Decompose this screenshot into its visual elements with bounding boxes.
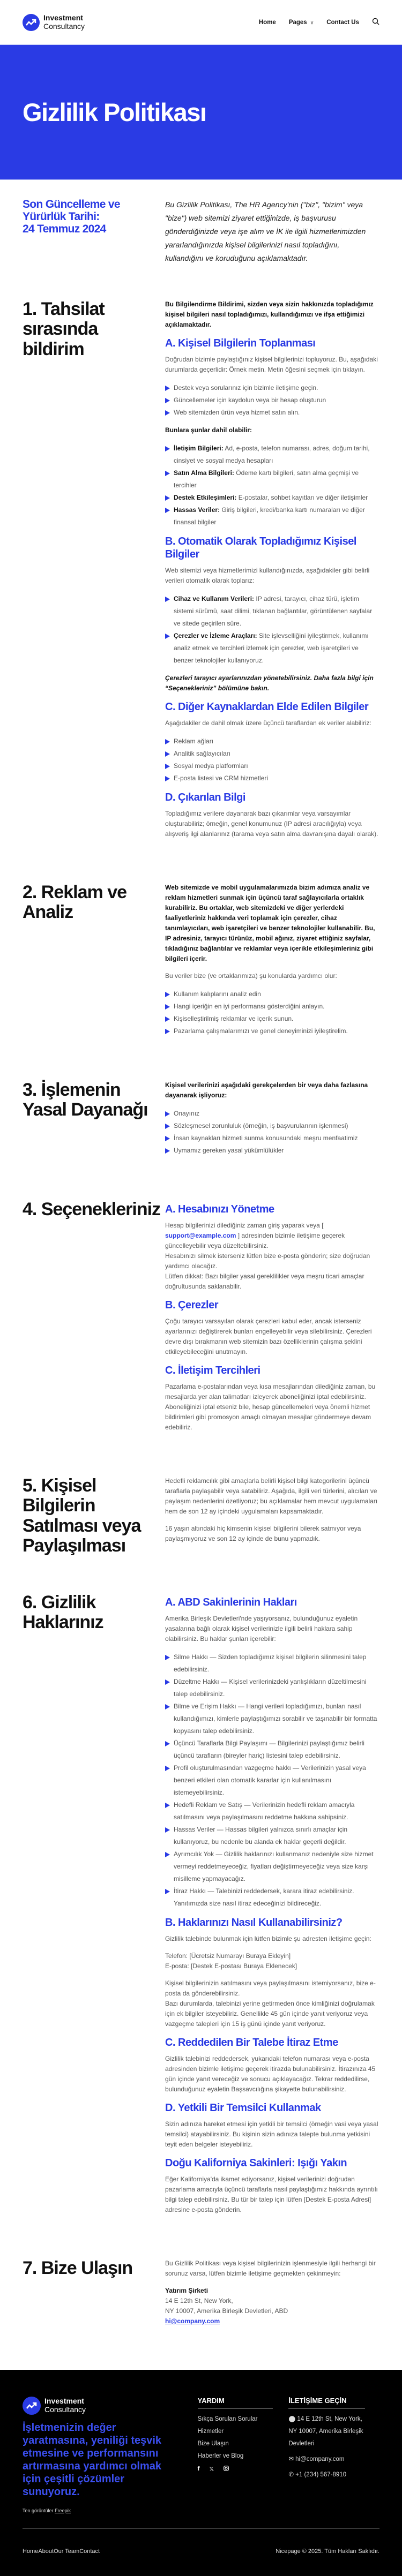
text: Hedefli reklamcılık gibi amaçlarla belirli kişisel bilgi kategorilerini üçüncü taraflarla paylaşabilir veya satabiliriz. Aşağıda, ilgili veri türlerini, alıcıları ve paylaşım nedenlerini özetliyoruz; bu açıklamalar hem mevcut uygulamaları hem de son 12 ay içindeki uygulamaları kapsamaktadır. [165,1477,378,1515]
policy-section [0,2258,402,2370]
mail-icon: ✉ [288,2456,296,2462]
freepik-link[interactable]: Freepik [55,2507,71,2513]
section-heading: 2. Reklam ve Analiz [23,882,127,923]
list-item [165,593,379,630]
paragraph [165,673,379,694]
item-text: IP adresi, tarayıcı, cihaz türü, işletim sistemi sürümü, saat dilimi, tıklanan bağlantılar, görüntülenen sayfalar ve sitede geçirilen süre. [174,595,373,627]
logo[interactable] [23,14,85,31]
section-content [165,883,379,1044]
subsection-heading: B. Haklarınızı Nasıl Kullanabilirsiniz? [165,1916,343,1929]
list-item [165,1737,379,1762]
text: 16 yaşın altındaki hiç kimsenin kişisel bilgilerini bilerek satmıyor veya paylaşmıyoruz ve son 12 ay içinde de bunu yapmadık. [165,1525,361,1542]
paragraph [165,883,379,964]
section-content [165,1593,379,2222]
item-text: Kişiselleştirilmiş reklamlar ve içerik sunun. [174,1015,294,1022]
search-icon[interactable] [372,18,379,27]
text: Hesabınızı silmek isterseniz lütfen bize e-posta gönderin; size doğrudan yardımcı olacağız. [165,1252,370,1270]
bottom-link-home[interactable]: Home [23,2548,39,2555]
bottom-link-team[interactable]: Our Team [54,2548,80,2555]
text: E-posta: [Destek E-postası Buraya Eklenecek] [165,1962,297,1970]
item-text: Uymamız gereken yasal yükümlülükler [174,1147,284,1154]
list-item [165,492,379,504]
list-item [165,1799,379,1824]
section-content [165,1476,379,1556]
list-item [165,1762,379,1799]
section-heading: 3. İşlemenin Yasal Dayanağı [23,1080,148,1120]
item-text: Sosyal medya platformları [174,762,248,770]
item-label: Cihaz ve Kullanım Verileri: [174,595,255,602]
item-text: Analitik sağlayıcıları [174,750,231,757]
list-item [165,1132,379,1144]
text: Kişisel bilgilerinizin satılmasını veya paylaşılmasını istemiyorsanız, bize e-posta da gönderebilirsiniz. [165,1979,376,1997]
footer-bottom-nav [23,2548,100,2555]
subsection-heading: C. Reddedilen Bir Talebe İtiraz Etme [165,2036,338,2048]
policy-section [0,299,402,883]
subsection-heading: A. Kişisel Bilgilerin Toplanması [165,337,316,349]
email-link[interactable]: support@example.com [165,1232,236,1239]
item-label: Satın Alma Bilgileri: [174,469,234,477]
subsection-heading: Doğu Kaliforniya Sakinleri: Işığı Yakın [165,2157,347,2169]
item-text: Hedefli Reklam ve Satış — Verilerinizin hedefli reklam amacıyla satılmasını veya paylaşılmasını reddetme hakkına sahipsiniz. [174,1801,355,1821]
item-text: Güncellemeler için kaydolun veya bir hesap oluşturun [174,396,326,404]
brand-name: Investment [43,13,83,22]
text: Eğer Kaliforniya'da ikamet ediyorsanız, kişisel verilerinizi doğrudan pazarlama amacıyla üçüncü taraflarla nasıl paylaştığımız hakkında ayrıntılı bilgi talep edebilirsiniz. Bu tür bir talep için lütfen [Destek E-posta Adresi] adresine e-posta gönderin. [165,2175,378,2213]
paragraph [165,299,379,330]
text: Sizin adınıza hareket etmesi için yetkili bir temsilci (örneğin vasi veya yasal temsilci) atayabilirsiniz. Bu kişinin sizin adınıza talepte bulunma yetkisini teyit eden belgeler isteyebiliriz. [165,2120,378,2148]
list-item [165,1108,379,1120]
item-text: Web sitemizden ürün veya hizmet satın alın. [174,409,300,416]
section-heading: 4. Seçenekleriniz [23,1199,161,1219]
bullet-list [165,988,379,1037]
list-item [165,1013,379,1025]
item-text: Ayrımcılık Yok — Gizlilik haklarınızı kullanmanız nedeniyle size hizmet vermeyi reddetmeyeceğiz, fiyatları değiştirmeyeceğiz veya size karşı misilleme yapmayacağız. [174,1850,374,1882]
item-text: Ödeme kartı bilgileri, satın alma geçmişi ve tercihler [174,469,359,489]
list-item [165,1700,379,1737]
item-label: Destek Etkileşimleri: [174,494,237,501]
bullet-list [165,1651,379,1910]
bullet-list [165,442,379,529]
text: Bazı durumlarda, talebinizi yerine getirmeden önce kimliğinizi doğrulamak için ek bilgiler isteyebiliriz. Genellikle 45 gün içinde yanıt veriyoruz veya vazgeçme talepleri için 15 iş günü içinde yanıt veriyoruz. [165,1999,375,2028]
item-text: E-postalar, sohbet kayıtları ve diğer iletişimler [236,494,368,501]
list-item [165,394,379,406]
list-item [165,760,379,772]
footer-link-services[interactable]: Hizmetler [197,2428,224,2435]
text: Gizlilik talebinde bulunmak için lütfen bizimle şu adresten iletişime geçin: [165,1934,371,1942]
main-nav [259,18,379,27]
subsection-heading: B. Otomatik Olarak Topladığımız Kişisel Bilgiler [165,536,356,560]
item-text: Düzeltme Hakkı — Kişisel verilerinizdeki yanlışlıkların düzeltilmesini talep edebilirsiniz. [174,1677,367,1698]
paragraph [165,2054,379,2095]
policy-section [0,1476,402,1593]
section-heading: 1. Tahsilat sırasında bildirim [23,299,105,359]
text: NY 10007, Amerika Birleşik Devletleri, ABD [165,2307,288,2315]
text: Web sitemizde ve mobil uygulamalarımızda bizim adımıza analiz ve reklam hizmetleri sunmak için üçüncü taraf sağlayıcılarla ortaklık kurabiliriz. Bu ortaklar, web sitemizdeki ve diğer yerlerdeki faaliyetleriniz hakkında veri toplamak için çerezler, cihaz tanımlayıcıları, web işaretçileri ve benzer teknolojiler kullanabilir. Bu, IP adresiniz, tarayıcı türünüz, mobil ağınız, ziyaret ettiğiniz sayfalar, tıkladığınız bağlantılar ve reklamlar veya içerikle etkileşimleriniz gibi bilgileri içerir. [165,884,375,962]
paragraph [165,2258,379,2279]
paragraph [165,1614,379,1644]
footer-phone[interactable]: +1 (234) 567-8910 [295,2471,347,2478]
item-text: Hangi içeriğin en iyi performansı gösterdiğini anlayın. [174,1003,325,1010]
list-item [165,1025,379,1037]
text: Bu Bilgilendirme Bildirimi, sizden veya sizin hakkınızda topladığımız kişisel bilgileri nasıl topladığımızı, kullandığımızı ve ifşa ettiğimizi açıklamaktadır. [165,300,374,328]
section-content [165,299,379,846]
section-heading: 7. Bize Ulaşın [23,2257,133,2278]
nav-home[interactable]: Home [258,19,276,26]
nav-pages[interactable] [289,19,314,26]
bullet-list [165,735,379,785]
contact-column [288,2397,379,2498]
item-text: Pazarlama çalışmalarımızı ve genel deneyiminizi iyileştirelim. [174,1027,348,1035]
list-item [165,1676,379,1700]
policy-section [0,1593,402,2258]
list-item [165,1848,379,1885]
subsection-heading: B. Çerezler [165,1299,218,1311]
page-title: Gizlilik Politikası [23,98,206,126]
paragraph [165,1382,379,1433]
paragraph [165,1934,379,1944]
item-text: Sözleşmesel zorunluluk (örneğin, iş başvurularının işlenmesi) [174,1122,348,1129]
bullet-list [165,593,379,667]
paragraph [165,1951,379,1971]
company-name: Yatırım Şirketi [165,2286,209,2294]
text: Aşağıdakiler de dahil olmak üzere üçüncü taraflardan ek veriler alabiliriz: [165,719,371,727]
list-item [165,1824,379,1848]
item-text: Site işlevselliğini iyileştirmek, kullanımı analiz etmek ve tercihleri izlemek için çerezler, web işaretçileri ve benzer teknolojiler kullanıyoruz. [174,632,369,664]
date-value: 24 Temmuz 2024 [23,223,106,235]
email-link[interactable]: hi@company.com [165,2317,220,2325]
subsection-heading: C. Diğer Kaynaklardan Elde Edilen Bilgiler [165,701,369,713]
paragraph [165,718,379,728]
item-label: Çerezler ve İzleme Araçları: [174,632,257,639]
list-item [165,382,379,394]
footer-address: 14 E 12th St, New York, NY 10007, Amerika Birleşik Devletleri [288,2415,363,2447]
list-item [165,1120,379,1132]
list-item [165,504,379,529]
phone-icon: ✆ [288,2471,296,2478]
item-text: Hassas Veriler — Hassas bilgileri yalnızca sınırlı amaçlar için kullanıyoruz, bu nedenle bu alanda ek haklar geçerli değildir. [174,1825,348,1846]
subsection-heading: D. Çıkarılan Bilgi [165,792,245,803]
list-item [165,1885,379,1910]
item-text: Kullanım kalıplarını analiz edin [174,990,261,998]
list-item [165,467,379,492]
text: Bunlara şunlar dahil olabilir: [165,426,252,434]
paragraph [165,1316,379,1357]
facebook-icon[interactable]: f [197,2465,200,2472]
text: Topladığımız verilere dayanarak bazı çıkarımlar veya varsayımlar oluşturabiliriz; örneğin, genel konumunuz (IP adresi aracılığıyla) veya alışveriş ilgi alanlarınız (tarama veya satın alma davranışına dayalı olarak). [165,810,378,838]
item-label: Hassas Veriler: [174,506,220,514]
subsection-heading: A. Hesabınızı Yönetme [165,1203,274,1215]
location-pin-icon: ⬤ [288,2415,297,2422]
paragraph [165,355,379,375]
footer-link-faq[interactable]: Sıkça Sorulan Sorular [197,2415,258,2422]
text: Pazarlama e-postalarından veya kısa mesajlarından dilediğiniz zaman, bu mesajlarda yer alan talimatları izleyerek aboneliğinizi iptal edebilirsiniz. Aboneliğinizi iptal etseniz bile, hesap güncellemeleri veya önemli hizmet bildirimleri gibi promosyon amaçlı olmayan mesajlar göndermeye devam edebiliriz. [165,1383,376,1431]
text: Bu Gizlilik Politikası veya kişisel bilgilerinizin işlenmesiyle ilgili herhangi bir sorunuz varsa, lütfen bizimle iletişime geçmekten çekinmeyin: [165,2259,376,2277]
text: Telefon: [Ücretsiz Numarayı Buraya Ekleyin] [165,1952,291,1960]
paragraph [165,1080,379,1101]
bullet-list [165,382,379,419]
text: 14 E 12th St, New York, [165,2296,233,2304]
help-column [198,2397,289,2498]
list-item [165,1651,379,1676]
text: Bu veriler bize (ve ortaklarımıza) şu konularda yardımcı olur: [165,972,337,980]
item-text: Ad, e-posta, telefon numarası, adres, doğum tarihi, cinsiyet ve sosyal medya hesapları [174,445,370,464]
paragraph [165,1524,379,1544]
contact-title: İLETİŞİME GEÇİN [288,2397,365,2409]
nav-pages-label: Pages [288,19,307,26]
subsection-heading: C. İletişim Tercihleri [165,1365,260,1376]
text: Gizlilik talebinizi reddedersek, yukarıdaki telefon numarası veya e-posta adresinden bizimle iletişime geçerek itirazda bulunabilirsiniz. İtirazınıza 45 gün içinde yanıt vereceğiz ve sonucu açıklayacağız. Tekrar reddedilirse, bulunduğunuz eyaletin Başsavcılığına şikayette bulunabilirsiniz. [165,2054,376,2093]
list-item [165,772,379,785]
item-text: Üçüncü Taraflarla Bilgi Paylaşımı — Bilgilerinizi paylaştığımız belirli üçüncü tarafların (bireyler hariç) listesini talep edebilirsiniz. [174,1739,364,1759]
footer-link-blog[interactable]: Haberler ve Blog [197,2452,244,2459]
intro [0,180,402,299]
policy-section [0,1200,402,1476]
bottom-link-about[interactable]: About [38,2548,54,2555]
paragraph [165,1978,379,2029]
list-item [165,630,379,667]
policy-section [0,1080,402,1200]
trend-up-icon [23,14,40,31]
text: Doğrudan bizimle paylaştığınız kişisel bilgilerinizi topluyoruz. Bu, aşağıdaki durumlarda geçerlidir: Örnek metin. Metin öğesini seçmek için tıklayın. [165,356,378,373]
paragraph [165,2119,379,2150]
paragraph [165,566,379,586]
item-text: İtiraz Hakkı — Talebinizi reddedersek, karara itiraz edebilirsiniz. Yanıtımızda size nasıl itiraz edeceğinizi bildireceğiz. [174,1887,354,1907]
item-text: Bilme ve Erişim Hakkı — Hangi verileri topladığımızı, bunları nasıl kullandığımızı, kimlerle paylaştığımızı sorabilir ve taşınabilir bir formatta kopyasını talep edebilirsiniz. [174,1702,377,1735]
text: Çerezleri tarayıcı ayarlarınızdan yönetebilirsiniz. Daha fazla bilgi için “Seçenekleriniz” bölümüne bakın. [165,674,374,692]
list-item [165,406,379,419]
paragraph [165,425,379,435]
credit-text: Ten görüntüler [23,2507,54,2513]
item-text: Destek veya sorularınız için bizimle iletişime geçin. [174,384,318,391]
text: Kişisel verilerinizi aşağıdaki gerekçelerden bir veya daha fazlasına dayanarak işliyoruz: [165,1081,368,1099]
brand-name: Investment [44,2397,84,2406]
footer-logo[interactable] [23,2397,198,2415]
section-content [165,1080,379,1163]
date-label: Son Güncelleme ve Yürürlük Tarihi: [23,198,120,223]
text: Web sitemizi veya hizmetlerimizi kullandığınızda, aşağıdakiler gibi belirli verileri otomatik olarak toplarız: [165,567,370,584]
text: Amerika Birleşik Devletleri'nde yaşıyorsanız, bulunduğunuz eyaletin yasalarına bağlı olarak kişisel verilerinizle ilgili belirli haklara sahip olabilirsiniz. Bu haklar şunları içerebilir: [165,1614,358,1643]
text: ] adresinden bizimle iletişime geçerek güncelleyebilir veya düzeltebilirsiniz. [165,1232,345,1249]
paragraph [165,2286,379,2326]
item-text: Silme Hakkı — Sizden topladığımız kişisel bilgilerin silinmesini talep edebilirsiniz. [174,1653,367,1673]
brand-subtitle: Consultancy [44,2405,86,2414]
text: Hesap bilgilerinizi dilediğiniz zaman giriş yaparak veya [ [165,1222,324,1229]
text: Lütfen dikkat: Bazı bilgiler yasal gereklilikler veya meşru ticari amaçlar doğrultusunda saklanabilir. [165,1272,364,1290]
image-credit [23,2508,379,2513]
list-item [165,1144,379,1157]
item-text: E-posta listesi ve CRM hizmetleri [174,774,269,782]
section-content [165,2258,379,2333]
section-heading: 6. Gizlilik Haklarınız [23,1592,103,1632]
nav-contact[interactable]: Contact Us [326,19,359,26]
item-label: İletişim Bilgileri: [174,445,224,452]
x-icon[interactable]: 𝕏 [209,2466,214,2473]
footer-link-contact[interactable]: Bize Ulaşın [197,2440,229,2447]
paragraph [165,971,379,981]
item-text: Reklam ağları [174,737,214,745]
brand-subtitle: Consultancy [43,21,85,31]
copyright: Nicepage © 2025. Tüm Hakları Saklıdır. [276,2548,379,2555]
footer-email[interactable]: hi@company.com [295,2456,345,2462]
footer [0,2370,402,2576]
paragraph [165,1476,379,1517]
policy-section [0,883,402,1080]
list-item [165,1000,379,1013]
subsection-heading: D. Yetkili Bir Temsilci Kullanmak [165,2102,321,2114]
text: Çoğu tarayıcı varsayılan olarak çerezleri kabul eder, ancak isterseniz ayarlarınızı değiştirerek bunları engelleyebilir veya silebilirsiniz. Çerezleri devre dışı bırakmanın web sitemizin bazı özelliklerinin çalışma şeklini etkileyebileceğini unutmayın. [165,1317,372,1355]
footer-divider [23,2528,379,2529]
policy-sections [0,299,402,2370]
effective-date [23,198,165,265]
section-heading: 5. Kişisel Bilgilerin Satılması veya Paylaşılması [23,1475,141,1556]
paragraph [165,2174,379,2215]
site-header [0,0,402,45]
chevron-down-icon: ∨ [310,19,314,25]
intro-text: Bu Gizlilik Politikası, The HR Agency'nin ("biz", "bizim" veya "bize") web sitemizi ziyaret ettiğinizde, iş başvurusu gönderdiğinizde veya işe alım ve İK ile ilgili hizmetlerimizden yararlandığınızda kişisel bilgilerinizi nasıl topladığını, kullandığını ve koruduğunu açıklamaktadır. [165,200,366,262]
hero-banner [0,45,402,180]
list-item [165,735,379,748]
bullet-list [165,1108,379,1157]
subsection-heading: A. ABD Sakinlerinin Hakları [165,1596,297,1608]
paragraph [165,809,379,839]
item-text: Profil oluşturulmasından vazgeçme hakkı — Verilerinizin yasal veya benzeri etkileri olan otomatik kararlar için kullanılmasını istemeyebilirsiniz. [174,1764,366,1796]
item-text: Onayınız [174,1110,200,1117]
list-item [165,442,379,467]
item-text: İnsan kaynakları hizmeti sunma konusundaki meşru menfaatimiz [174,1134,358,1142]
trend-up-icon [23,2397,41,2415]
list-item [165,748,379,760]
item-text: Giriş bilgileri, kredi/banka kartı numaraları ve diğer finansal bilgiler [174,506,365,526]
help-title: YARDIM [198,2397,273,2409]
list-item [165,988,379,1000]
section-content [165,1200,379,1440]
paragraph [165,1221,379,1292]
instagram-icon[interactable] [224,2466,229,2473]
bottom-link-contact[interactable]: Contact [79,2548,100,2555]
footer-tagline: İşletmenizin değer yaratmasına, yeniliği teşvik etmesine ve performansını artırmasına yardımcı olmak için çeşitli çözümler sunuyoruz. [23,2421,162,2498]
